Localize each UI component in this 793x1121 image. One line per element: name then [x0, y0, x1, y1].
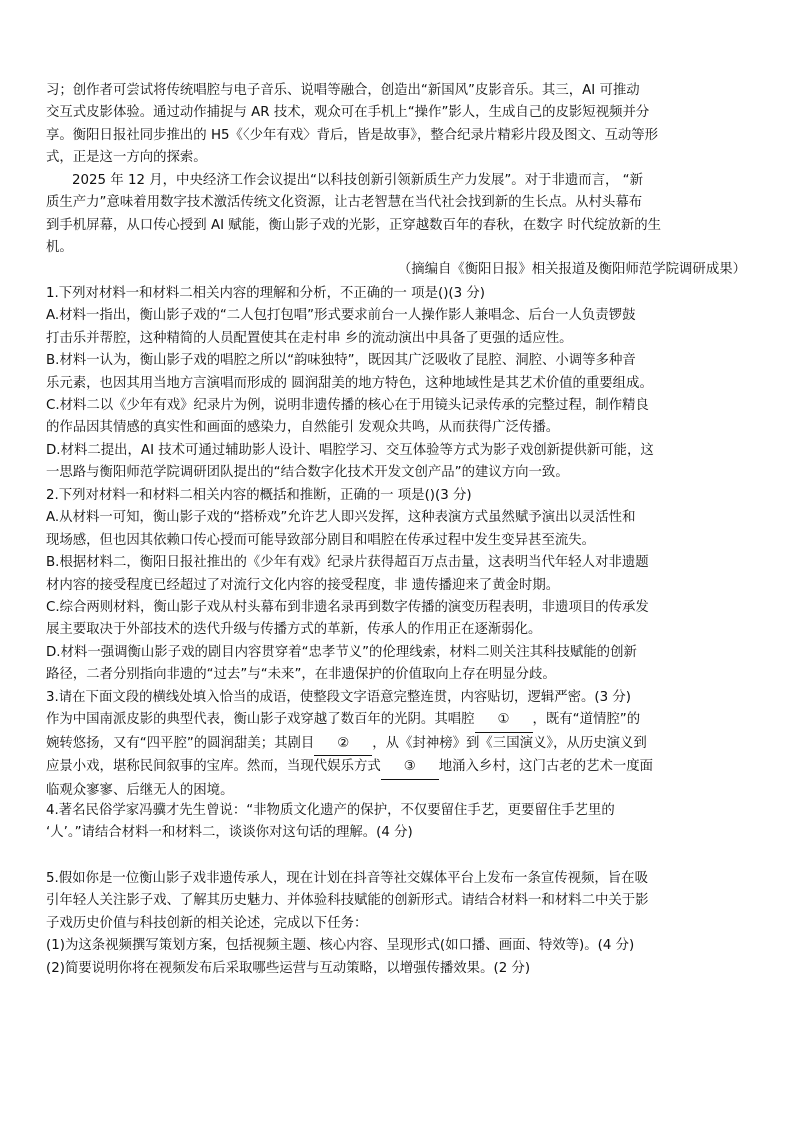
text-line: 到手机屏幕，从口传心授到 AI 赋能，衡山影子戏的光影，正穿越数百年的春秋，在数字 时代绽放新的生	[46, 217, 662, 233]
question-stem: 5.假如你是一位衡山影子戏非遗传承人，现在计划在抖音等社交媒体平台上发布一条宣传视频，旨在吸	[46, 871, 648, 886]
answer-blank-2[interactable]: ②	[314, 733, 372, 756]
question-stem-cont: 子戏历史价值与科技创新的相关论述，完成以下任务：	[46, 915, 368, 931]
question-3	[46, 687, 746, 802]
q3-text-line	[46, 709, 746, 732]
answer-blank-3[interactable]: ③	[381, 756, 439, 779]
material-paragraph-conclusion	[46, 170, 746, 260]
text-line: 交互式皮影体验。通过动作捕捉与 AR 技术，观众可在手机上“操作”影人，生成自己的皮影短视频并分	[46, 105, 650, 121]
text-line: 2025 年 12 月，中央经济工作会议提出“以科技创新引领新质生产力发展”。对于非遗而言， “新	[72, 173, 644, 188]
option-a-cont: 打击乐并帮腔，这种精简的人员配置使其在走村串 乡的流动演出中具备了更强的适应性。	[46, 330, 573, 346]
text-line: 式，正是这一方向的探索。	[46, 150, 207, 166]
option-c-cont: 展主要取决于外部技术的迭代升级与传播方式的革新，传承人的作用正在逐渐弱化。	[46, 622, 542, 638]
option-d-cont: 一思路与衡阳师范学院调研团队提出的“结合数字化技术开发文创产品”的建议方向一致。	[46, 465, 569, 481]
option-c: C.材料二以《少年有戏》纪录片为例，说明非遗传播的核心在于用镜头记录传承的完整过程，制作精良	[46, 398, 649, 414]
option-b-cont: 乐元素，也因其用当地方言演唱而形成的 圆润甜美的地方特色，这种地域性是其艺术价值的重要组成。	[46, 375, 653, 391]
option-a: A.从材料一可知，衡山影子戏的“搭桥戏”允许艺人即兴发挥，这种表演方式虽然赋予演出以灵活性和	[46, 510, 636, 526]
question-stem: 2.下列对材料一和材料二相关内容的概括和推断，正确的一 项是()(3 分)	[46, 488, 472, 503]
q3-text: 作为中国南派皮影的典型代表，衡山影子戏穿越了数百年的光阴。其唱腔	[46, 712, 475, 728]
option-d: D.材料一强调衡山影子戏的剧目内容贯穿着“忠孝节义”的伦理线索，材料二则关注其科技赋能的创新	[46, 644, 637, 660]
question-stem: 1.下列对材料一和材料二相关内容的理解和分析，不正确的一 项是()(3 分)	[46, 286, 486, 301]
q3-text: 婉转悠扬，又有“四平腔”的圆润甜美；其剧目	[46, 735, 315, 751]
option-c-cont: 的作品因其情感的真实性和画面的感染力，自然能引 发观众共鸣，从而获得广泛传播。	[46, 420, 560, 436]
option-a-cont: 现场感，但也因其依赖口传心授而可能导致部分剧目和唱腔在传承过程中发生变异甚至流失。	[46, 532, 596, 548]
q3-text-line	[46, 756, 746, 779]
answer-blank-1[interactable]: ①	[475, 709, 533, 732]
question-stem: 3.请在下面文段的横线处填入恰当的成语，使整段文字语意完整连贯，内容贴切，逻辑严密。(3 分)	[46, 690, 632, 705]
option-d: D.材料二提出，AI 技术可通过辅助影人设计、唱腔学习、交互体验等方式为影子戏创新提供新可能，这	[46, 442, 654, 458]
q3-text: 地涌入乡村，这门古老的艺术一度面	[438, 759, 654, 775]
option-c: C.综合两则材料，衡山影子戏从村头幕布到非遗名录再到数字传播的演变历程表明，非遗项目的传承发	[46, 600, 649, 616]
option-b: B.根据材料二，衡阳日报社推出的《少年有戏》纪录片获得超百万点击量，这表明当代年轻人对非遗题	[46, 555, 649, 571]
question-4	[46, 800, 746, 845]
option-d-cont: 路径，二者分别指向非遗的“过去”与“未来”，在非遗保护的价值取向上存在明显分歧。	[46, 667, 556, 683]
text-line: 享。衡阳日报社同步推出的 H5《〈少年有戏〉背后，皆是故事》，整合纪录片精彩片段及图文、互动等形	[46, 127, 659, 143]
question-stem: 4.著名民俗学家冯骥才先生曾说：“非物质文化遗产的保护，不仅要留住手艺，更要留住手艺里的	[46, 803, 615, 818]
q3-text-line	[46, 733, 746, 756]
q3-text: 应景小戏，堪称民间叙事的宝库。然而，当现代娱乐方式	[46, 759, 381, 775]
material-paragraph-intro	[46, 80, 746, 170]
question-1	[46, 283, 746, 485]
q3-text: ，既有“道情腔”的	[532, 712, 641, 728]
q3-text: ，从《封神榜》到《三国演义》，从历史演义到	[372, 735, 647, 751]
q3-text-line: 临观众寥寥、后继无人的困境。	[46, 782, 234, 798]
text-line: 习；创作者可尝试将传统唱腔与电子音乐、说唱等融合，创造出“新国风”皮影音乐。其三，AI 可推动	[46, 83, 640, 98]
question-stem-cont: 引年轻人关注影子戏、了解其历史魅力、并体验科技赋能的创新形式。请结合材料一和材料二中关于影	[46, 893, 649, 909]
source-note: （摘编自《衡阳日报》相关报道及衡阳师范学院调研成果）	[397, 262, 746, 277]
question-2	[46, 485, 746, 687]
task-1: (1)为这条视频撰写策划方案，包括视频主题、核心内容、呈现形式(如口播、画面、特效等)。(4 分)	[46, 938, 635, 954]
option-a: A.材料一指出，衡山影子戏的“二人包打包唱”形式要求前台一人操作影人兼唱念、后台一人负责锣鼓	[46, 308, 636, 324]
option-b-cont: 材内容的接受程度已经超过了对流行文化内容的接受程度，非 遗传播迎来了黄金时期。	[46, 577, 560, 593]
option-b: B.材料一认为，衡山影子戏的唱腔之所以“韵味独特”，既因其广泛吸收了昆腔、洞腔、小调等多种音	[46, 353, 636, 369]
question-5	[46, 868, 746, 980]
text-line: 机。	[46, 240, 73, 256]
text-line: 质生产力”意味着用数字技术激活传统文化资源，让古老智慧在当代社会找到新的生长点。从村头幕布	[46, 195, 643, 211]
question-stem-cont: ‘人’。”请结合材料一和材料二，谈谈你对这句话的理解。(4 分)	[46, 825, 413, 841]
task-2: (2)简要说明你将在视频发布后采取哪些运营与互动策略，以增强传播效果。(2 分)	[46, 960, 531, 976]
